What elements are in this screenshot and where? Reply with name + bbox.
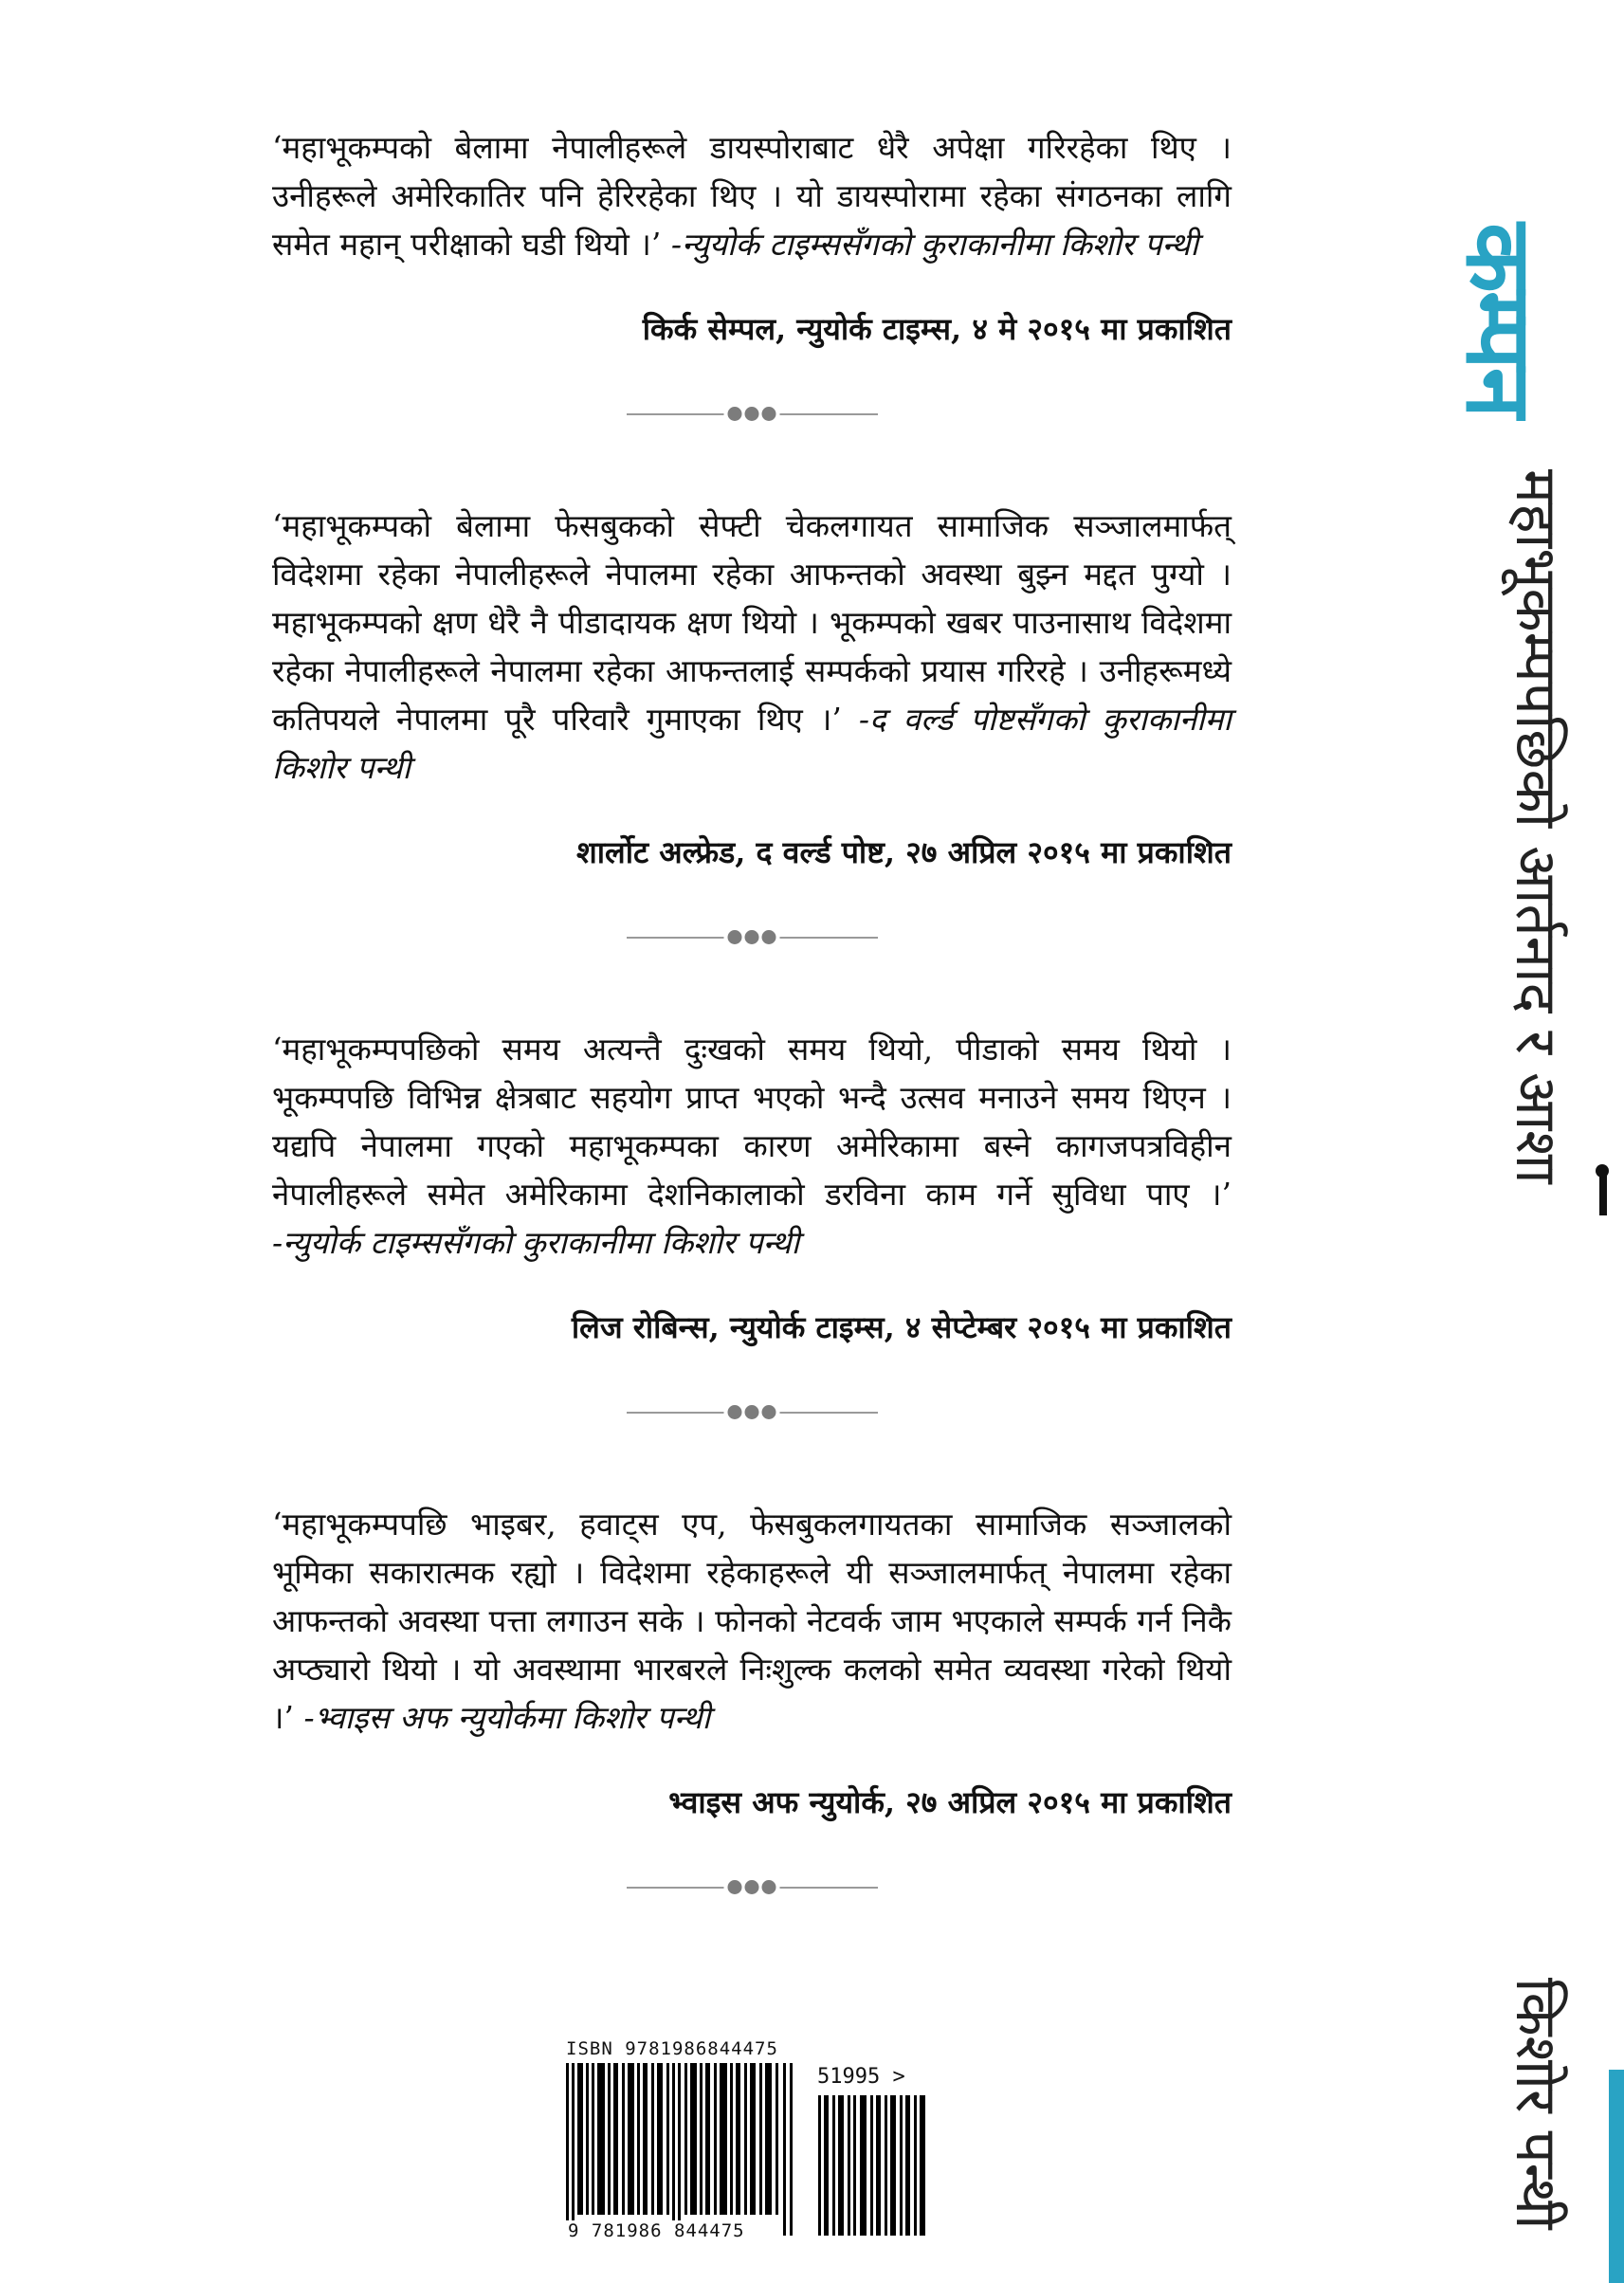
ornament-divider xyxy=(627,1878,878,1897)
publisher-logo-icon xyxy=(1599,1176,1607,1215)
quote-body: ‘महाभूकम्पपछि भाइबर, हवाट्स एप, फेसबुकलगायतका सामाजिक सञ्जालको भूमिका सकारात्मक रह्यो । विदेशमा रहेकाहरूले यी सञ्जालमार्फत् नेपालमा रहेका आफन्तको अवस्था पत्ता लगाउन सके । फोनको नेटवर्क जाम भएकाले सम्पर्क गर्न निकै अप्ठ्यारो थियो । यो अवस्थामा भारबरले निःशुल्क कलको समेत व्यवस्था गरेको थियो ।’ xyxy=(272,1506,1232,1736)
quote-source: भ्वाइस अफ न्युयोर्क, २७ अप्रिल २०१५ मा प्रकाशित xyxy=(668,1784,1232,1820)
quote-block-4 xyxy=(272,1500,1232,1897)
barcode-addon-label: 51995 > xyxy=(817,2065,905,2089)
quote-text xyxy=(272,1025,1232,1267)
spine-brand-title: कम्पन xyxy=(1446,223,1552,417)
quote-block-3 xyxy=(272,1025,1232,1422)
ornament-divider xyxy=(627,928,878,947)
quote-text xyxy=(272,1500,1232,1742)
quote-attribution: -भ्वाइस अफ न्युयोर्कमा किशोर पन्थी xyxy=(303,1699,711,1736)
quote-attribution: -न्युयोर्क टाइम्ससँगको कुराकानीमा किशोर पन्थी xyxy=(272,1224,800,1261)
back-cover-content xyxy=(272,123,1232,1897)
barcode-bars-icon xyxy=(566,2063,798,2236)
quote-attribution: -द वर्ल्ड पोष्टसँगको कुराकानीमा किशोर पन्थी xyxy=(272,701,1232,786)
spine-accent-bar xyxy=(1609,2070,1624,2283)
quote-text xyxy=(272,123,1232,268)
quote-body: ‘महाभूकम्पको बेलामा नेपालीहरूले डायस्पोराबाट धेरै अपेक्षा गरिरहेका थिए । उनीहरूले अमेरिकातिर पनि हेरिरहेका थिए । यो डायस्पोरामा रहेका संगठनका लागि समेत महान् परीक्षाको घडी थियो ।’ xyxy=(272,129,1232,263)
quote-block-1 xyxy=(272,123,1232,424)
quote-source: शार्लोट अल्फ्रेड, द वर्ल्ड पोष्ट, २७ अप्रिल २०१५ मा प्रकाशित xyxy=(576,834,1232,870)
spine-author: किशोर पन्थी xyxy=(1503,1978,1569,2230)
ornament-divider xyxy=(627,1403,878,1422)
barcode-digits: 9 781986 844475 xyxy=(568,2220,745,2241)
spine-subtitle: महाभूकम्पपछिको आर्तनाद र आशा xyxy=(1503,469,1569,1184)
quote-text xyxy=(272,502,1232,792)
quote-source: लिज रोबिन्स, न्युयोर्क टाइम्स, ४ सेप्टेम्बर २०१५ मा प्रकाशित xyxy=(571,1309,1232,1345)
quote-block-2 xyxy=(272,502,1232,947)
isbn-label: ISBN 9781986844475 xyxy=(566,2038,778,2059)
isbn-barcode xyxy=(566,2038,936,2242)
quote-attribution: -न्युयोर्क टाइम्ससँगको कुराकानीमा किशोर पन्थी xyxy=(670,226,1199,263)
quote-body: ‘महाभूकम्पको बेलामा फेसबुकको सेफ्टी चेकलगायत सामाजिक सञ्जालमार्फत् विदेशमा रहेका नेपालीहरूले नेपालमा रहेका आफन्तको अवस्था बुझ्न मद्दत पुग्यो । महाभूकम्पको क्षण धेरै नै पीडादायक क्षण थियो । भूकम्पको खबर पाउनासाथ विदेशमा रहेका नेपालीहरूले नेपालमा रहेका आफन्तलाई सम्पर्कको प्रयास गरिरहे । उनीहरूमध्ये कतिपयले नेपालमा पूरै परिवारै गुमाएका थिए ।’ xyxy=(272,507,1232,738)
quote-source: किर्क सेम्पल, न्युयोर्क टाइम्स, ४ मे २०१५ मा प्रकाशित xyxy=(642,311,1232,347)
barcode-addon-bars-icon xyxy=(816,2063,928,2236)
quote-body: ‘महाभूकम्पपछिको समय अत्यन्तै दुःखको समय थियो, पीडाको समय थियो । भूकम्पपछि विभिन्न क्षेत्रबाट सहयोग प्राप्त भएको भन्दै उत्सव मनाउने समय थिएन । यद्यपि नेपालमा गएको महाभूकम्पका कारण अमेरिकामा बस्ने कागजपत्रविहीन नेपालीहरूले समेत अमेरिकामा देशनिकालाको डरविना काम गर्ने सुविधा पाए ।’ xyxy=(272,1031,1232,1213)
ornament-divider xyxy=(627,405,878,424)
